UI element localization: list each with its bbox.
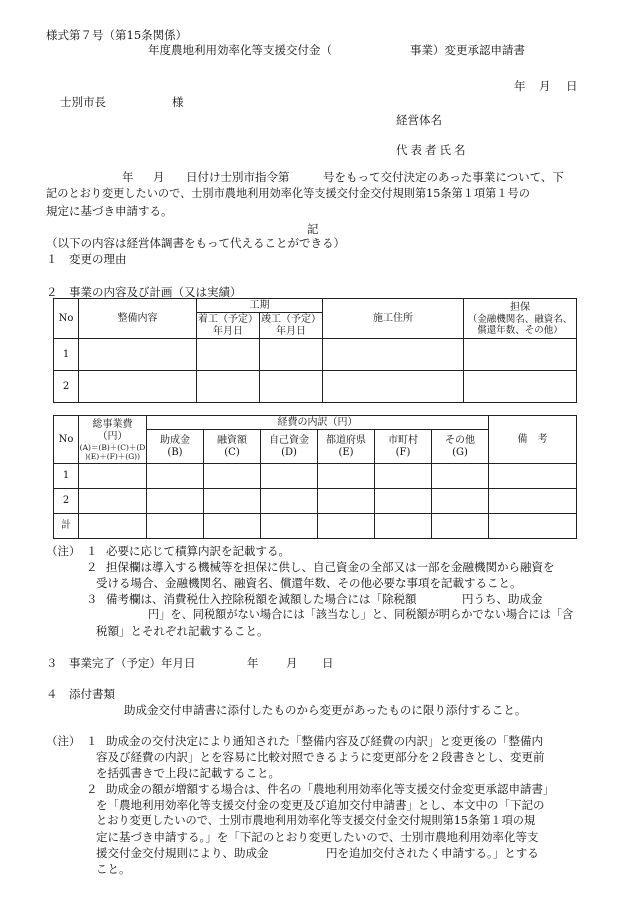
- col-loan-name: 融資額: [217, 434, 247, 446]
- col-collateral-l2: （金融機関名、融資名、: [467, 313, 573, 325]
- plan-table: [53, 298, 577, 403]
- col-no: No: [54, 299, 79, 339]
- note-b2-line-5: 援交付金交付規則により、助成金 円を追加交付されたく申請する。」とする: [96, 846, 539, 860]
- note-3-line-3: 税額」とそれぞれ記載すること。: [96, 624, 269, 638]
- col-total-l1: 総事業費: [92, 418, 133, 430]
- note-b1-number: １: [86, 734, 98, 748]
- intro-number-ref: 号をもって交付決定のあった事業について、下: [323, 170, 564, 184]
- col-municipality-name: 市町村: [388, 434, 418, 446]
- note-1-text: 必要に応じて積算内訳を記載する。: [106, 544, 290, 558]
- note-3-line-1b: 円うち、助成金: [462, 592, 543, 606]
- cell-start[interactable]: [197, 371, 260, 403]
- date-month: 月: [539, 79, 551, 93]
- addressee: 士別市長: [60, 95, 106, 109]
- note-b2-line-2: を「農地利用効率化等支援交付金の変更及び追加交付申請書」とし、本文中の「下記の: [96, 798, 545, 812]
- col-start: [197, 313, 260, 339]
- cell-total[interactable]: [79, 464, 147, 489]
- note-2-line-2: 受ける場合、金融機関名、融資名、償還年数、その他必要な事項を記載すること。: [96, 576, 522, 590]
- col-municipality-code: (F): [395, 446, 411, 458]
- date-year: 年: [514, 79, 526, 93]
- cell-start[interactable]: [197, 339, 260, 371]
- table-row: [54, 464, 577, 489]
- col-subsidy-name: 助成金: [160, 434, 190, 446]
- table-row: [54, 514, 577, 539]
- note-b2-number: ２: [86, 782, 98, 796]
- note-b2-line-6: こと。: [96, 862, 131, 876]
- table-row: [54, 339, 577, 371]
- col-collateral: [464, 299, 577, 339]
- col-start-l2: 年月日: [213, 325, 243, 337]
- col-content: 整備内容: [79, 299, 197, 339]
- section-4-heading: ４ 添付書類: [46, 687, 115, 701]
- col-municipality: [375, 430, 432, 464]
- col-no: No: [54, 416, 79, 464]
- notes-2-head: （注）: [46, 734, 81, 748]
- section-1-heading: １ 変更の理由: [46, 252, 127, 266]
- col-end-l2: 年月日: [276, 325, 306, 337]
- intro-line-2: 記のとおり変更したいので、士別市農地利用効率化等支援交付金交付規則第15条第１項第１号の: [46, 187, 530, 200]
- note-b1-line-2: 容及び経費の内訳」とを容易に比較対照できるように変更部分を２段書きとし、変更前: [96, 750, 545, 764]
- col-total-l3: (A)＝(B)＋(C)＋(D: [79, 442, 146, 452]
- cell-location[interactable]: [323, 371, 464, 403]
- row-number: 1: [54, 339, 79, 371]
- note-b2-line-4: 定に基づき申請する。」を「下記のとおり変更したいので、士別市農地利用効率化等支: [96, 830, 539, 844]
- section-3-heading: ３ 事業完了（予定）年月日: [46, 656, 196, 670]
- title-suffix: 事業）変更承認申請書: [410, 43, 525, 57]
- cell-subsidy[interactable]: [147, 514, 204, 539]
- cell-loan[interactable]: [204, 489, 261, 514]
- title-prefix: 年度農地利用効率化等支援交付金（: [148, 43, 332, 57]
- cell-total[interactable]: [79, 489, 147, 514]
- cell-remarks[interactable]: [489, 489, 577, 514]
- date-day: 日: [566, 79, 578, 93]
- cell-municipality[interactable]: [375, 489, 432, 514]
- note-b1-line-1: 助成金の交付決定により通知された「整備内容及び経費の内訳」と変更後の「整備内: [106, 734, 543, 748]
- section-3-year: 年: [247, 656, 259, 670]
- cost-table: [53, 415, 577, 539]
- cell-own-funds[interactable]: [261, 464, 318, 489]
- row-number: 2: [54, 489, 79, 514]
- cell-loan[interactable]: [204, 464, 261, 489]
- col-collateral-l3: 償還年数、その他）: [477, 324, 563, 336]
- col-location: 施工住所: [323, 299, 464, 339]
- col-breakdown: 経費の内訳（円）: [147, 416, 489, 430]
- col-end: [260, 313, 323, 339]
- cell-municipality[interactable]: [375, 514, 432, 539]
- cell-end[interactable]: [260, 339, 323, 371]
- cell-remarks[interactable]: [489, 464, 577, 489]
- row-number: 1: [54, 464, 79, 489]
- ki-mark: 記: [307, 222, 319, 236]
- cell-prefecture[interactable]: [318, 514, 375, 539]
- cell-other[interactable]: [432, 489, 489, 514]
- col-total: [79, 416, 147, 464]
- cell-collateral[interactable]: [464, 371, 577, 403]
- cell-content[interactable]: [79, 371, 197, 403]
- cell-total[interactable]: [79, 514, 147, 539]
- cell-end[interactable]: [260, 371, 323, 403]
- cell-own-funds[interactable]: [261, 489, 318, 514]
- col-other-code: (G): [452, 446, 468, 458]
- cell-collateral[interactable]: [464, 339, 577, 371]
- col-prefecture-name: 都道府県: [326, 434, 366, 446]
- note-2-number: ２: [86, 560, 98, 574]
- col-period: 工期: [197, 299, 323, 313]
- intro-date-ref: 日付け士別市指令第: [186, 170, 290, 184]
- addressee-honorific: 様: [172, 95, 184, 109]
- note-3-number: ３: [86, 592, 98, 606]
- col-end-l1: 竣工（予定）: [261, 313, 321, 325]
- col-remarks: 備 考: [489, 416, 577, 464]
- cell-other[interactable]: [432, 514, 489, 539]
- col-total-l2: （円）: [97, 430, 128, 442]
- note-b1-line-3: を括弧書きで上段に記載すること。: [96, 766, 280, 780]
- cell-content[interactable]: [79, 339, 197, 371]
- col-own-funds: [261, 430, 318, 464]
- col-loan: [204, 430, 261, 464]
- col-loan-code: (C): [224, 446, 240, 458]
- substitution-note: （以下の内容は経営体調書をもって代えることができる）: [46, 236, 345, 250]
- notes-1-head: （注）: [46, 544, 81, 558]
- cell-subsidy[interactable]: [147, 464, 204, 489]
- col-collateral-l1: 担保: [510, 301, 530, 313]
- note-b2-line-1: 助成金の額が増額する場合は、件名の「農地利用効率化等支援交付金変更承認申請書」: [106, 782, 555, 796]
- representative-label: 代表者氏名: [396, 143, 469, 157]
- col-start-l1: 着工（予定）: [198, 313, 258, 325]
- note-1-number: １: [86, 544, 98, 558]
- col-prefecture-code: (E): [338, 446, 354, 458]
- table-row: [54, 371, 577, 403]
- col-subsidy-code: (B): [167, 446, 183, 458]
- intro-line-3: 規定に基づき申請する。: [46, 204, 173, 218]
- cell-other[interactable]: [432, 464, 489, 489]
- intro-month: 月: [153, 170, 165, 184]
- cell-location[interactable]: [323, 339, 464, 371]
- cell-municipality[interactable]: [375, 464, 432, 489]
- col-other: [432, 430, 489, 464]
- col-total-l4: )(E)＋(F)＋(G)): [84, 451, 141, 461]
- col-own-funds-name: 自己資金: [269, 434, 309, 446]
- cell-prefecture[interactable]: [318, 464, 375, 489]
- cell-own-funds[interactable]: [261, 514, 318, 539]
- row-number: 2: [54, 371, 79, 403]
- table-row: [54, 489, 577, 514]
- form-number: 様式第７号（第15条関係）: [46, 28, 188, 42]
- cell-loan[interactable]: [204, 514, 261, 539]
- section-2-heading: ２ 事業の内容及び計画（又は実績）: [46, 285, 242, 299]
- col-subsidy: [147, 430, 204, 464]
- intro-year: 年: [122, 170, 134, 184]
- col-prefecture: [318, 430, 375, 464]
- section-3-day: 日: [322, 656, 334, 670]
- col-own-funds-code: (D): [281, 446, 297, 458]
- row-total-label: 計: [54, 514, 79, 539]
- cell-prefecture[interactable]: [318, 489, 375, 514]
- note-3-line-1a: 備考欄は、消費税仕入控除税額を減額した場合には「除税額: [106, 592, 417, 606]
- col-other-name: その他: [445, 434, 475, 446]
- note-2-line-1: 担保欄は導入する機械等を担保に供し、自己資金の全部又は一部を金融機関から融資を: [106, 560, 555, 574]
- section-4-text: 助成金交付申請書に添付したものから変更があったものに限り添付すること。: [124, 703, 527, 717]
- cell-remarks[interactable]: [489, 514, 577, 539]
- section-3-month: 月: [286, 656, 298, 670]
- org-name-label: 経営体名: [396, 113, 442, 127]
- note-b2-line-3: とおり変更したいので、士別市農地利用効率化等支援交付金交付規則第15条第１項の規: [96, 814, 536, 827]
- cell-subsidy[interactable]: [147, 489, 204, 514]
- note-3-line-2: 円」を、同税額がない場合には「該当なし」と、同税額が明らかでない場合には「含: [148, 608, 574, 621]
